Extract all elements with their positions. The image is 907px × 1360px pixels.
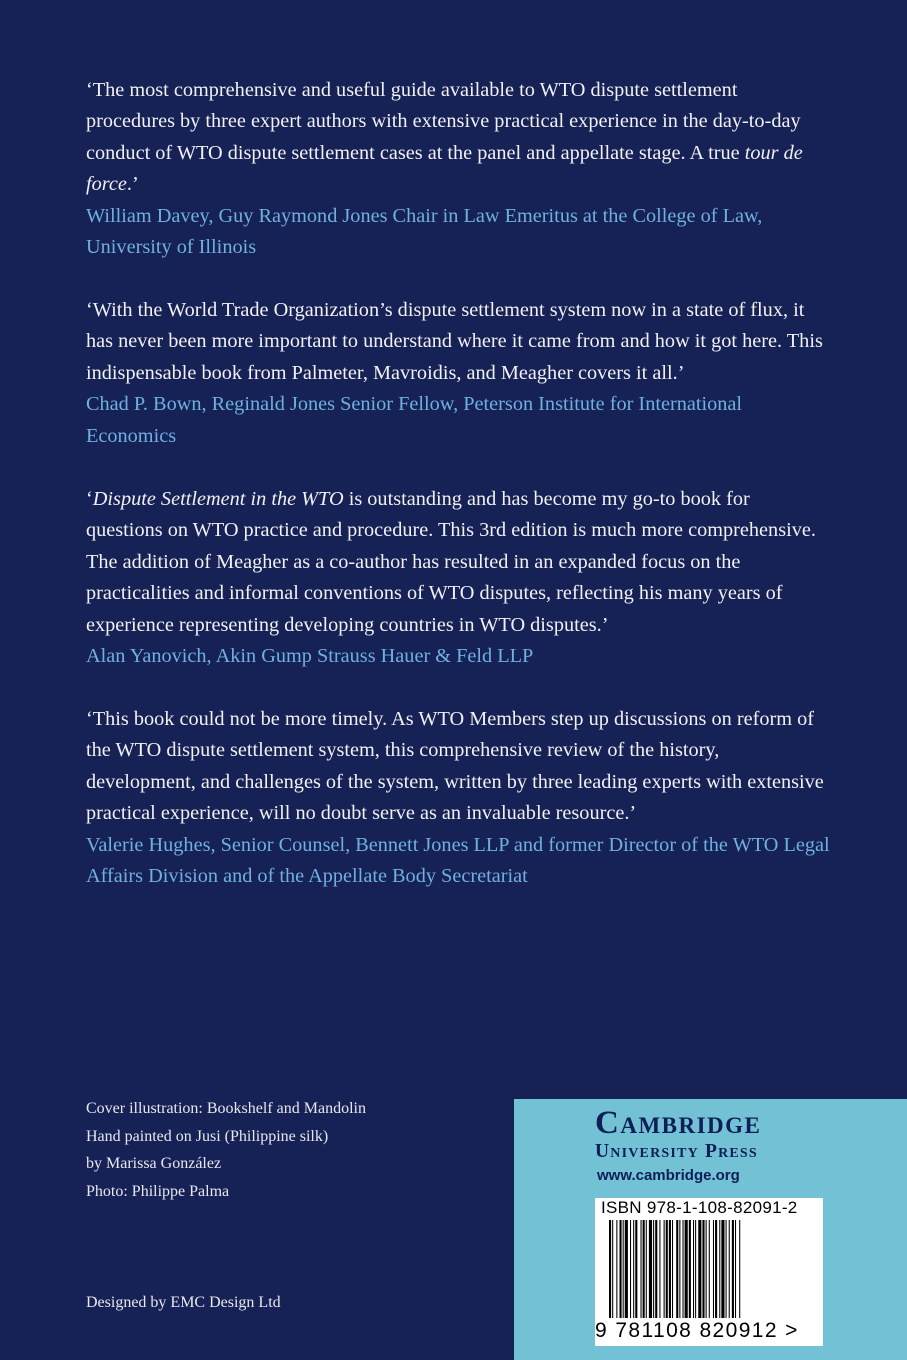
- barcode-bar: [739, 1220, 740, 1318]
- barcode-bar: [715, 1220, 717, 1318]
- publisher-url: www.cambridge.org: [597, 1167, 740, 1184]
- barcode-bar: [646, 1220, 647, 1318]
- publisher-panel: [514, 1099, 907, 1360]
- barcode-bar: [729, 1220, 730, 1318]
- barcode-bar: [655, 1220, 657, 1318]
- publisher-name: Cambridge: [595, 1105, 762, 1141]
- quote-text: ‘The most comprehensive and useful guide available to WTO dispute settlement procedures by three expert authors with extensive practical experience in the day-to-day conduct of WTO dispute settlement cases at the panel and appellate stage. A true tour de force.’: [86, 79, 803, 196]
- credit-line: Photo: Philippe Palma: [86, 1182, 230, 1200]
- barcode-bar: [635, 1220, 637, 1318]
- barcode-bar: [620, 1220, 622, 1318]
- barcode-bar: [676, 1220, 678, 1318]
- barcode-bar: [633, 1220, 634, 1318]
- barcode-bar: [666, 1220, 668, 1318]
- quote-attribution: William Davey, Guy Raymond Jones Chair in Law Emeritus at the College of Law, University of Illinois: [86, 204, 763, 259]
- barcode-bar: [609, 1220, 611, 1318]
- credit-line: Hand painted on Jusi (Philippine silk): [86, 1127, 329, 1145]
- barcode-bar: [664, 1220, 665, 1318]
- barcode-bar: [726, 1220, 727, 1318]
- credit-line: Cover illustration: Bookshelf and Mandolin: [86, 1100, 366, 1117]
- barcode-bar: [643, 1220, 645, 1318]
- barcode-bar: [683, 1220, 684, 1318]
- credit-line: by Marissa González: [86, 1155, 222, 1172]
- publisher-press: University Press: [595, 1141, 758, 1162]
- barcode-bar: [623, 1220, 624, 1318]
- barcode-bar: [693, 1220, 694, 1318]
- barcode-bar: [659, 1220, 660, 1318]
- ean-number: 9 781108 820912 >: [595, 1319, 799, 1342]
- barcode-bars: [595, 1220, 823, 1320]
- isbn-label: ISBN 978-1-108-82091-2: [601, 1198, 798, 1217]
- designer-credit: Designed by EMC Design Ltd: [86, 1294, 281, 1311]
- barcode-bar: [649, 1220, 652, 1318]
- quote-attribution: Chad P. Bown, Reginald Jones Senior Fellow, Peterson Institute for International Economics: [86, 393, 743, 447]
- barcode-bar: [685, 1220, 688, 1318]
- barcode-bar: [695, 1220, 696, 1318]
- barcode-bar: [630, 1220, 631, 1318]
- barcode-bar: [706, 1220, 707, 1318]
- review-quote-4: [86, 704, 831, 892]
- barcode-bar: [625, 1220, 628, 1318]
- barcode-bar: [719, 1220, 720, 1318]
- barcode-bar: [721, 1220, 724, 1318]
- barcode-bar: [698, 1220, 701, 1318]
- review-quote-2: [86, 295, 831, 452]
- barcode-bar: [732, 1220, 734, 1318]
- barcode-bar: [612, 1220, 613, 1318]
- quote-text: ‘With the World Trade Organization’s dispute settlement system now in a state of flux, it has never been more important to understand where it came from and how it got here. This indispensable book from Palmeter, Mavroidis, and Meagher covers it all.’: [86, 299, 823, 384]
- quote-attribution: Alan Yanovich, Akin Gump Strauss Hauer & Feld LLP: [86, 645, 534, 668]
- cover-credits: [86, 1095, 366, 1205]
- review-quote-3: [86, 484, 831, 672]
- barcode-bar: [616, 1220, 617, 1318]
- barcode-bar: [641, 1220, 642, 1318]
- quote-attribution: Valerie Hughes, Senior Counsel, Bennett Jones LLP and former Director of the WTO Legal Affairs Division and of the Appellate Body Secretariat: [86, 833, 830, 888]
- barcode-bar: [669, 1220, 671, 1318]
- quote-text: ‘Dispute Settlement in the WTO is outstanding and has become my go-to book for questions on WTO practice and procedure. This 3rd edition is much more comprehensive. The addition of Meagher as a co-author has resulted in an expanded focus on the practicalities and informal conventions of WTO disputes, reflecting his many years of experience representing developing countries in WTO disputes.’: [86, 488, 816, 636]
- barcode-bar: [702, 1220, 704, 1318]
- barcode: [595, 1198, 823, 1346]
- barcode-bar: [679, 1220, 680, 1318]
- review-quote-1: [86, 75, 831, 263]
- quote-text: ‘This book could not be more timely. As WTO Members step up discussions on reform of the WTO dispute settlement system, this comprehensive review of the history, development, and challenges of the system, written by three leading experts with extensive practical experience, will no doubt serve as an invaluable resource.’: [86, 708, 824, 825]
- barcode-bar: [709, 1220, 710, 1318]
- barcode-bar: [713, 1220, 714, 1318]
- barcode-bar: [735, 1220, 736, 1318]
- barcode-bar: [689, 1220, 691, 1318]
- barcode-bar: [672, 1220, 673, 1318]
- barcode-bar: [653, 1220, 654, 1318]
